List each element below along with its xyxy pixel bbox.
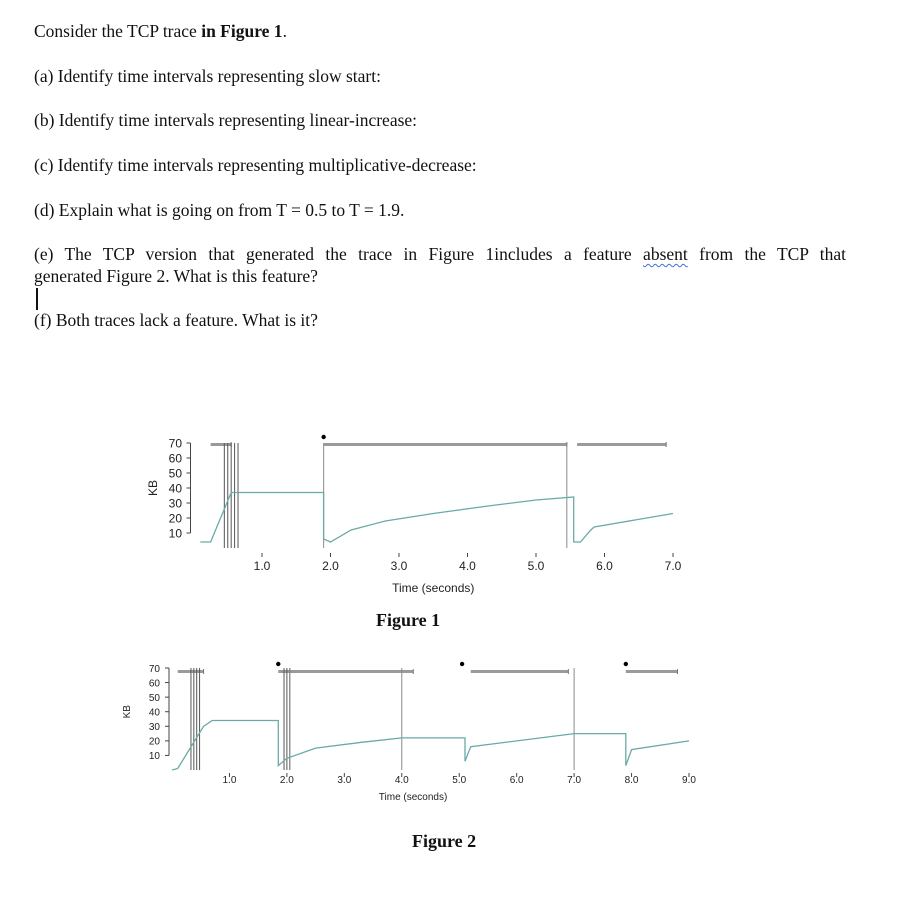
fig1-y-tick-label: 60: [168, 451, 182, 466]
spellcheck-word: absent: [643, 244, 688, 264]
fig2-x-tick-label: 8.0: [624, 775, 639, 786]
fig2-cwnd-line: [172, 721, 689, 771]
fig1-y-axis-label: KB: [146, 479, 160, 497]
fig2-y-tick-label: 60: [148, 678, 160, 690]
fig2-loss-dot: [276, 662, 280, 666]
question-d: (d) Explain what is going on from T = 0.5 to T = 1.9.: [34, 200, 405, 220]
fig2-loss-dot: [624, 662, 628, 666]
intro-text: Consider the TCP trace in Figure 1.: [34, 21, 287, 41]
fig2-x-tick-label: 3.0: [337, 775, 352, 786]
fig1-y-tick-label: 40: [168, 481, 182, 496]
fig2-y-tick-label: 30: [148, 722, 160, 734]
fig2-send-bar: [471, 670, 569, 673]
fig2-send-bar: [626, 670, 678, 673]
fig1-x-tick-label: 7.0: [664, 559, 682, 573]
fig1-x-tick-label: 4.0: [459, 559, 476, 573]
fig1-y-tick-label: 70: [168, 436, 182, 451]
fig2-loss-dot: [460, 662, 464, 666]
fig1-x-axis-label: Time (seconds): [392, 581, 475, 595]
fig2-y-axis-label: KB: [122, 705, 133, 719]
fig2-send-bar: [278, 670, 413, 673]
fig1-send-bar: [211, 443, 232, 446]
figure-ref: in Figure 1: [201, 21, 283, 41]
fig1-x-tick-label: 5.0: [527, 559, 545, 573]
fig1-y-tick-label: 50: [168, 466, 182, 481]
fig2-y-tick-label: 50: [148, 692, 160, 704]
fig2-x-tick-label: 4.0: [394, 775, 409, 786]
fig2-y-tick-label: 20: [148, 736, 160, 748]
fig1-x-tick-label: 1.0: [253, 559, 271, 573]
fig1-x-tick-label: 6.0: [596, 559, 613, 573]
fig1-x-tick-label: 2.0: [322, 559, 339, 573]
fig1-y-tick-label: 20: [168, 511, 182, 526]
fig2-x-tick-label: 1.0: [222, 775, 237, 786]
fig1-cwnd-line: [200, 493, 673, 543]
figure-2-caption: Figure 2: [412, 831, 477, 851]
fig2-x-tick-label: 2.0: [279, 775, 294, 786]
fig2-y-tick-label: 10: [148, 751, 160, 763]
question-f: (f) Both traces lack a feature. What is it?: [34, 310, 318, 330]
fig1-send-bar: [324, 443, 567, 446]
fig2-y-tick-label: 70: [148, 663, 160, 675]
fig2-x-axis-label: Time (seconds): [378, 792, 448, 803]
fig1-x-tick-label: 3.0: [390, 559, 408, 573]
fig2-x-tick-label: 5.0: [452, 775, 467, 786]
fig1-send-bar: [577, 443, 666, 446]
fig1-loss-dot: [321, 435, 325, 439]
question-a: (a) Identify time intervals representing slow start:: [34, 66, 381, 86]
fig2-y-tick-label: 40: [148, 707, 160, 719]
text-cursor: [36, 288, 38, 310]
fig1-y-tick-label: 10: [168, 526, 182, 541]
question-b: (b) Identify time intervals representing linear-increase:: [34, 110, 418, 130]
fig2-send-bar: [178, 670, 204, 673]
fig1-y-tick-label: 30: [168, 496, 182, 511]
figure-1-caption: Figure 1: [376, 610, 441, 630]
fig2-x-tick-label: 7.0: [567, 775, 582, 786]
question-e: (e) The TCP version that generated the trace in Figure 1includes a feature absent from the TCP that generated Figure 2. What is this feature?: [34, 244, 846, 286]
question-c: (c) Identify time intervals representing multiplicative-decrease:: [34, 155, 477, 175]
fig2-x-tick-label: 9.0: [682, 775, 696, 786]
fig2-x-tick-label: 6.0: [509, 775, 524, 786]
